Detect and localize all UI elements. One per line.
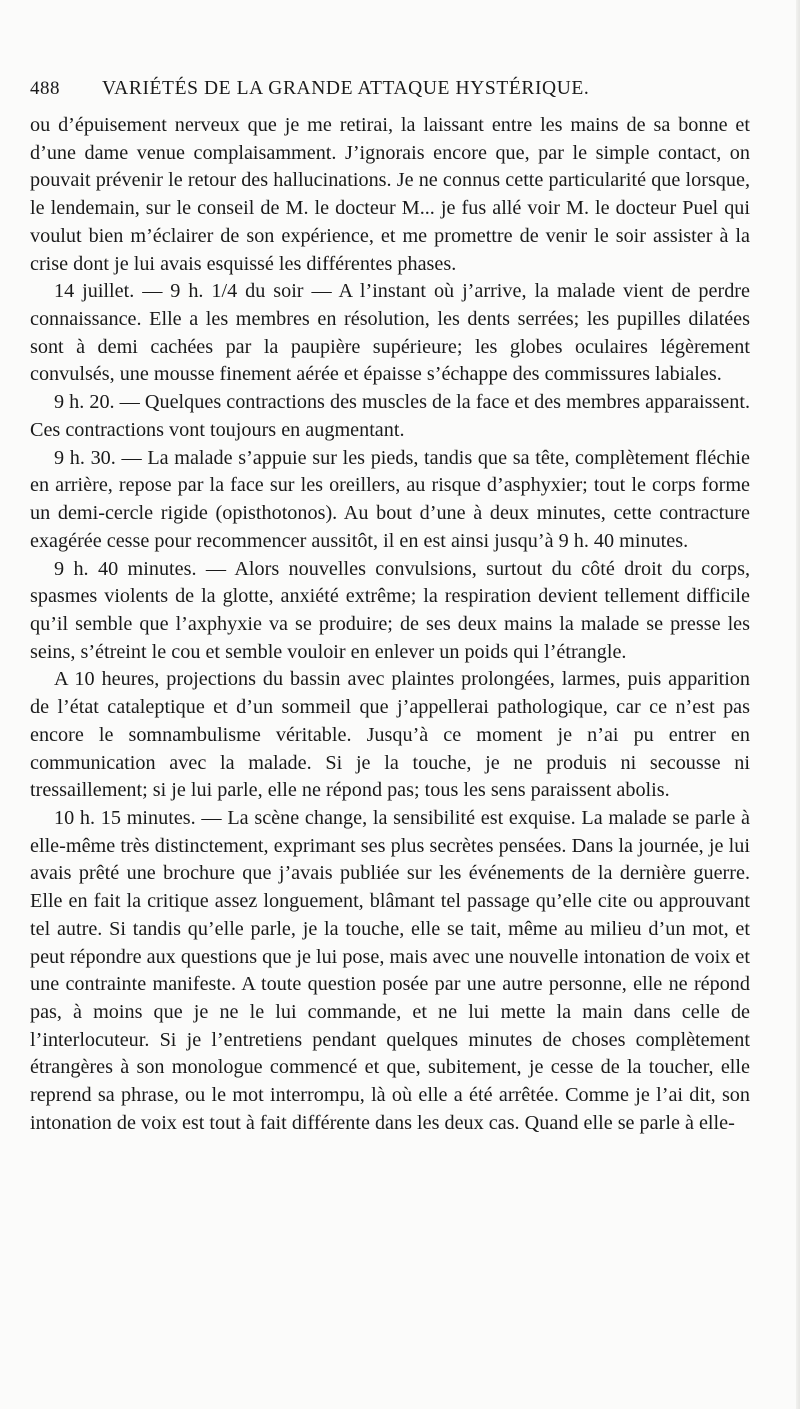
body-text — [30, 112, 750, 1138]
paragraph-continued: ou d’épuisement nerveux que je me retirai, la laissant entre les mains de sa bonne et d’une dame venue complaisamment. J’ignorais encore que, par le simple contact, on pouvait prévenir le retour des hallucinations. Je ne connus cette particularité que lorsque, le lendemain, sur le conseil de M. le docteur M... je fus allé voir M. le docteur Puel qui voulut bien m’éclairer de son expérience, et me promettre de venir le soir assister à la crise dont je lui avais esquissé les différentes phases. — [30, 114, 750, 275]
page-edge-shadow — [796, 0, 800, 1409]
paragraph-9h30: 9 h. 30. — La malade s’appuie sur les pieds, tandis que sa tête, complètement fléchie en arrière, repose par la face sur les oreillers, au risque d’asphyxier; tout le corps forme un demi-cercle rigide (opisthotonos). Au bout d’une à deux minutes, cette contracture exagérée cesse pour recommencer aussitôt, il en est ainsi jusqu’à 9 h. 40 minutes. — [30, 446, 750, 552]
paragraph-9h20: 9 h. 20. — Quelques contractions des muscles de la face et des membres apparaissent. Ces contractions vont toujours en augmentant. — [30, 391, 750, 441]
paragraph-9h40: 9 h. 40 minutes. — Alors nouvelles convulsions, surtout du côté droit du corps, spasmes violents de la glotte, anxiété extrême; la respiration devient tellement difficile qu’il semble que l’axphyxie va se produire; de ses deux mains la malade se presse les seins, s’étreint le cou et semble vouloir en enlever un poids qui l’étrangle. — [30, 557, 750, 663]
page-header — [30, 78, 750, 106]
page-number: 488 — [30, 78, 60, 99]
paragraph-10h15: 10 h. 15 minutes. — La scène change, la sensibilité est exquise. La malade se parle à elle-même très distinctement, exprimant ses plus secrètes pensées. Dans la journée, je lui avais prêté une brochure que j’avais publiée sur les événements de la dernière guerre. Elle en fait la critique assez longuement, blâmant tel passage qu’elle cite ou approuvant tel autre. Si tandis qu’elle parle, je la touche, elle se tait, même au milieu d’un mot, et peut répondre aux questions que je lui pose, mais avec une nouvelle intonation de voix et une contrainte manifeste. A toute question posée par une autre personne, elle ne répond pas, à moins que je ne le lui commande, et ne lui mette la main dans celle de l’interlocuteur. Si je l’entretiens pendant quelques minutes de choses complètement étrangères à son monologue commencé et que, subitement, je cesse de la toucher, elle reprend sa phrase, ou le mot interrompu, là où elle a été arrêtée. Comme je l’ai dit, son intonation de voix est tout à fait différente dans les deux cas. Quand elle se parle à elle- — [30, 806, 750, 1134]
running-head: VARIÉTÉS DE LA GRANDE ATTAQUE HYSTÉRIQUE. — [102, 78, 590, 99]
paragraph-10h: A 10 heures, projections du bassin avec plaintes prolongées, larmes, puis apparition de l’état cataleptique et d’un sommeil que j’appellerai pathologique, car ce n’est pas encore le somnambulisme véritable. Jusqu’à ce moment je n’ai pu entrer en communication avec la malade. Si je la touche, je ne produis ni secousse ni tressaillement; si je lui parle, elle ne répond pas; tous les sens paraissent abolis. — [30, 668, 750, 802]
paragraph-14-juillet: 14 juillet. — 9 h. 1/4 du soir — A l’instant où j’arrive, la malade vient de perdre connaissance. Elle a les membres en résolution, les dents serrées; les pupilles dilatées sont à demi cachées par la paupière supérieure; les globes oculaires légèrement convulsés, une mousse finement aérée et épaisse s’échappe des commissures labiales. — [30, 280, 750, 386]
